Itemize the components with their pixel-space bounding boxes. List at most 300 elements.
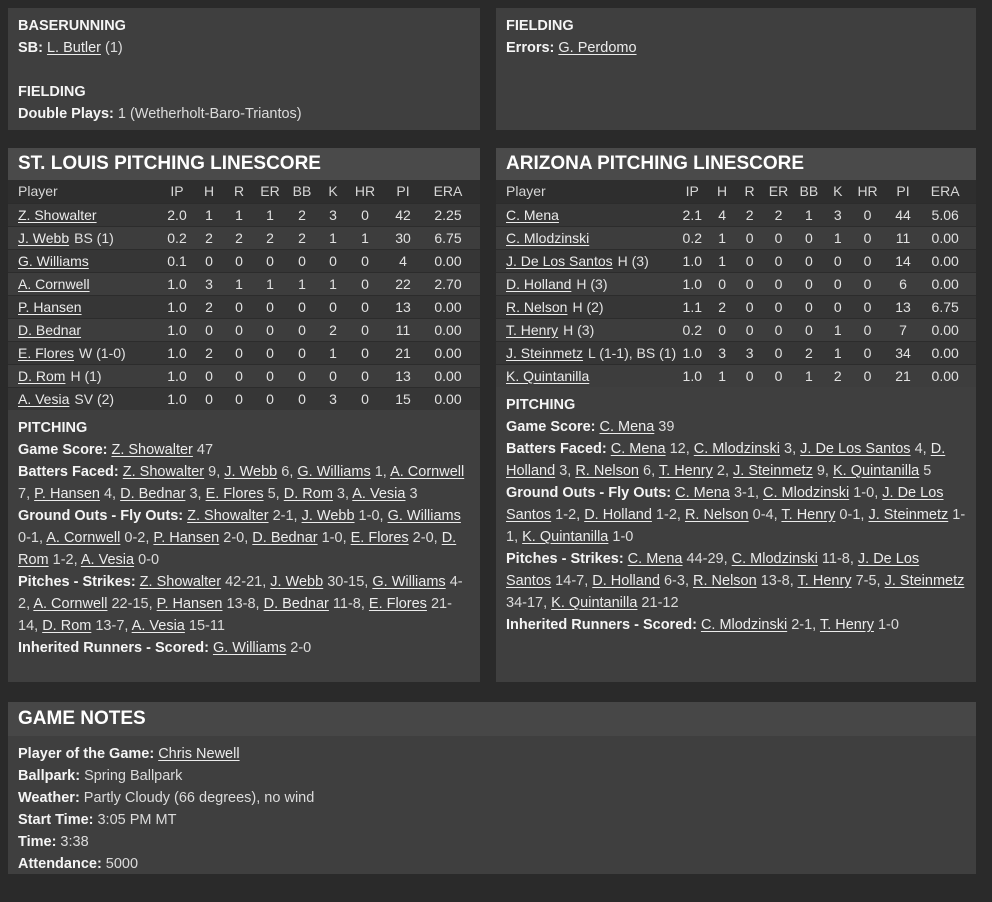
stat-segment — [584, 507, 685, 523]
ip-cell: 1.0 — [682, 275, 703, 292]
stat-segment — [42, 618, 131, 634]
stat-text: 3:38 — [60, 834, 89, 850]
player-link[interactable]: C. Mlodzinski — [693, 441, 780, 457]
ip-cell: 0.1 — [167, 252, 187, 269]
player-link[interactable]: D. Bednar — [252, 530, 318, 546]
player-link[interactable]: E. Flores — [350, 530, 409, 546]
stat-segment — [798, 573, 885, 589]
stat-text: 1, — [370, 464, 391, 480]
stat-label: Inherited Runners - Scored: — [18, 640, 209, 656]
player-link[interactable]: C. Mlodzinski — [763, 485, 850, 501]
stat-values — [60, 834, 88, 850]
column-header: R — [736, 180, 763, 203]
player-link[interactable]: T. Henry — [781, 507, 836, 523]
player-cell — [496, 341, 676, 364]
stat-values — [97, 812, 176, 828]
player-link[interactable]: E. Flores — [368, 596, 427, 612]
h-cell: 1 — [205, 206, 213, 223]
player-cell — [8, 295, 160, 318]
player-link[interactable]: J. Webb — [18, 229, 70, 246]
arizona-linescore-title: ARIZONA PITCHING LINESCORE — [496, 148, 976, 180]
era-cell: 0.00 — [931, 229, 959, 246]
pi-cell: 11 — [895, 229, 911, 246]
pi-cell: 21 — [895, 367, 911, 384]
era-cell: 0.00 — [931, 344, 959, 361]
r-cell: 2 — [235, 229, 243, 246]
stat-text: 30-15, — [323, 574, 373, 590]
pi-cell: 44 — [895, 206, 911, 223]
st-louis-pitching-stats — [8, 410, 480, 659]
player-link[interactable]: G. Williams — [297, 464, 371, 480]
r-cell: 1 — [235, 206, 243, 223]
player-link[interactable]: C. Mena — [675, 485, 730, 501]
ip-cell: 0.2 — [682, 229, 703, 246]
st-louis-pitching-table — [8, 180, 480, 410]
h-cell: 3 — [718, 344, 726, 361]
r-cell: 0 — [745, 229, 754, 246]
hr-cell: 0 — [361, 390, 369, 407]
hr-cell: 0 — [863, 252, 872, 269]
player-link[interactable]: J. Steinmetz — [884, 573, 965, 589]
stat-segment — [60, 834, 88, 850]
ip-cell: 1.0 — [167, 298, 187, 315]
h-cell: 2 — [205, 298, 213, 315]
ip-cell: 2.0 — [167, 206, 187, 223]
stat-text: 3, — [332, 486, 353, 502]
er-cell: 0 — [774, 252, 783, 269]
player-cell — [8, 341, 160, 364]
hr-cell: 0 — [361, 344, 369, 361]
player-cell — [8, 272, 160, 295]
pitcher-row — [496, 272, 976, 295]
ip-cell: 2.1 — [682, 206, 703, 223]
stat-segment — [153, 530, 252, 546]
player-link[interactable]: E. Flores — [205, 486, 264, 502]
player-link[interactable]: Chris Newell — [158, 746, 240, 762]
ip-cell: 1.0 — [682, 344, 703, 361]
bb-cell: 0 — [298, 321, 306, 338]
player-link[interactable]: G. Williams — [372, 574, 446, 590]
r-cell: 0 — [235, 367, 243, 384]
ip-cell: 1.0 — [682, 252, 703, 269]
hr-cell: 0 — [863, 275, 872, 292]
era-cell: 0.00 — [931, 321, 959, 338]
hr-cell: 0 — [863, 298, 872, 315]
player-link[interactable]: K. Quintanilla — [832, 463, 920, 479]
pitcher-row — [8, 226, 480, 249]
player-link[interactable]: P. Hansen — [18, 298, 82, 315]
era-cell: 0.00 — [434, 321, 462, 338]
bb-cell: 0 — [298, 344, 306, 361]
player-link[interactable]: K. Quintanilla — [522, 529, 609, 545]
player-link[interactable]: J. Webb — [301, 508, 355, 524]
stat-text: 7-5, — [851, 573, 885, 589]
era-cell: 0.00 — [434, 252, 462, 269]
stat-segment — [800, 441, 931, 457]
game-notes-panel — [8, 702, 976, 874]
stat-label: Double Plays: — [18, 106, 114, 122]
column-header: BB — [794, 180, 824, 203]
player-link[interactable]: J. De Los Santos — [800, 441, 911, 457]
bb-cell: 0 — [804, 252, 813, 269]
er-cell: 0 — [774, 367, 783, 384]
player-link[interactable]: T. Henry — [506, 321, 559, 338]
pi-cell: 13 — [395, 298, 411, 315]
player-link[interactable]: J. Webb — [270, 574, 324, 590]
stat-segment — [733, 463, 833, 479]
stat-segment — [781, 507, 868, 523]
k-cell: 1 — [329, 229, 337, 246]
column-header: ERA — [424, 180, 480, 203]
pitcher-row — [496, 203, 976, 226]
baserunning-fielding-panel — [8, 8, 480, 130]
player-link[interactable]: A. Cornwell — [46, 530, 121, 546]
player-link[interactable]: D. Bednar — [120, 486, 186, 502]
player-link[interactable]: J. Steinmetz — [506, 344, 584, 361]
stat-segment — [252, 530, 350, 546]
player-link[interactable]: C. Mena — [610, 441, 666, 457]
stat-label: Inherited Runners - Scored: — [506, 617, 697, 633]
stat-values — [84, 768, 182, 784]
player-link[interactable]: L. Butler — [46, 40, 101, 56]
er-cell: 0 — [266, 367, 274, 384]
spacer — [18, 59, 470, 81]
h-cell: 0 — [205, 390, 213, 407]
player-link[interactable]: J. Steinmetz — [868, 507, 949, 523]
hr-cell: 0 — [863, 367, 872, 384]
pi-cell: 14 — [895, 252, 911, 269]
stat-segment — [628, 551, 732, 567]
ground-outs-fly-outs-line — [506, 482, 966, 548]
arizona-pitching-panel — [496, 148, 976, 682]
stat-text: 9, — [204, 464, 225, 480]
player-link[interactable]: D. Rom — [18, 530, 457, 568]
player-cell — [8, 226, 160, 249]
hr-cell: 0 — [361, 275, 369, 292]
stat-text: 1-0 — [608, 529, 634, 545]
h-cell: 0 — [205, 367, 213, 384]
player-link[interactable]: C. Mena — [599, 419, 655, 435]
stat-text: 44-29, — [682, 551, 732, 567]
player-link[interactable]: T. Henry — [658, 463, 713, 479]
hr-cell: 0 — [361, 298, 369, 315]
stolen-bases-line — [18, 37, 470, 59]
er-cell: 0 — [266, 298, 274, 315]
column-header: ERA — [922, 180, 976, 203]
bb-cell: 1 — [804, 206, 813, 223]
stat-label: Ground Outs - Fly Outs: — [18, 508, 184, 524]
double-plays-line — [18, 103, 470, 125]
stat-segment — [833, 463, 931, 479]
stat-segment — [158, 746, 239, 762]
player-link[interactable]: J. De Los Santos — [506, 485, 944, 523]
h-cell: 2 — [718, 298, 726, 315]
player-link[interactable]: C. Mena — [627, 551, 683, 567]
errors-line — [506, 37, 966, 59]
column-header: Player — [496, 180, 676, 203]
player-link[interactable]: T. Henry — [797, 573, 852, 589]
stat-segment — [84, 768, 182, 784]
batters-faced-line — [506, 438, 966, 482]
player-link[interactable]: J. Steinmetz — [733, 463, 813, 479]
stat-text: 15-11 — [184, 618, 225, 634]
pitcher-row — [8, 341, 480, 364]
player-cell — [8, 249, 160, 272]
stat-text: 13-8, — [222, 596, 264, 612]
h-cell: 2 — [205, 344, 213, 361]
stat-text: 13-8, — [756, 573, 798, 589]
pitcher-row — [8, 387, 480, 410]
er-cell: 0 — [266, 344, 274, 361]
inherited-runners-line — [506, 614, 966, 636]
stat-text: 4-2, — [18, 574, 463, 612]
er-cell: 0 — [266, 321, 274, 338]
pitches-strikes-line — [506, 548, 966, 614]
stat-text: 2-0, — [219, 530, 253, 546]
column-header: ER — [763, 180, 793, 203]
player-link[interactable]: C. Mena — [506, 206, 559, 223]
player-link[interactable]: A. Cornwell — [33, 596, 108, 612]
player-link[interactable]: D. Holland — [506, 441, 946, 479]
stat-text: 3, — [779, 441, 801, 457]
player-cell — [8, 318, 160, 341]
ip-cell: 1.0 — [167, 321, 187, 338]
player-link[interactable]: J. De Los Santos — [506, 252, 613, 269]
player-link[interactable]: Z. Showalter — [111, 442, 193, 458]
bb-cell: 0 — [298, 252, 306, 269]
column-header: H — [194, 180, 224, 203]
k-cell: 1 — [833, 344, 842, 361]
pitcher-note: H (1) — [70, 367, 102, 384]
era-cell: 0.00 — [434, 298, 462, 315]
bb-cell: 0 — [298, 367, 306, 384]
stat-text: (1) — [100, 40, 123, 56]
player-link[interactable]: R. Nelson — [506, 298, 568, 315]
player-link[interactable]: D. Bednar — [18, 321, 82, 338]
bb-cell: 0 — [298, 298, 306, 315]
stat-segment — [351, 530, 442, 546]
stat-segment — [575, 463, 659, 479]
pitcher-note: H (3) — [576, 275, 608, 292]
stat-text: 2-1, — [268, 508, 302, 524]
player-link[interactable]: K. Quintanilla — [551, 595, 638, 611]
player-link[interactable]: A. Vesia — [352, 486, 406, 502]
stat-text: 1-1, — [506, 507, 966, 545]
player-of-the-game-line — [18, 743, 966, 765]
player-cell — [496, 364, 676, 387]
stat-segment — [111, 442, 213, 458]
ip-cell: 1.1 — [682, 298, 703, 315]
er-cell: 0 — [266, 252, 274, 269]
stat-segment — [106, 856, 138, 872]
arizona-pitching-stats — [496, 387, 976, 636]
ip-cell: 1.0 — [167, 344, 187, 361]
bb-cell: 2 — [298, 229, 306, 246]
ip-cell: 1.0 — [167, 275, 187, 292]
player-cell — [8, 203, 160, 226]
player-link[interactable]: R. Nelson — [693, 573, 757, 589]
stat-segment — [302, 508, 388, 524]
stat-values — [158, 746, 239, 762]
player-link[interactable]: R. Nelson — [684, 507, 749, 523]
player-link[interactable]: J. De Los Santos — [506, 551, 920, 589]
stat-segment — [81, 552, 159, 568]
column-header: H — [708, 180, 735, 203]
r-cell: 0 — [745, 367, 754, 384]
player-link[interactable]: Z. Showalter — [187, 508, 269, 524]
player-link[interactable]: G. Perdomo — [558, 40, 637, 56]
stat-label: Batters Faced: — [18, 464, 119, 480]
stat-values — [118, 106, 302, 122]
player-link[interactable]: P. Hansen — [153, 530, 220, 546]
era-cell: 0.00 — [931, 367, 959, 384]
player-link[interactable]: K. Quintanilla — [506, 367, 590, 384]
player-link[interactable]: A. Vesia — [80, 552, 135, 568]
player-link[interactable]: A. Vesia — [131, 618, 185, 634]
stat-segment — [611, 441, 694, 457]
ip-cell: 1.0 — [167, 390, 187, 407]
stat-text: 21-12 — [637, 595, 679, 611]
k-cell: 0 — [329, 298, 337, 315]
player-link[interactable]: C. Mlodzinski — [700, 617, 788, 633]
player-link[interactable]: J. Webb — [224, 464, 278, 480]
player-link[interactable]: E. Flores — [18, 344, 75, 361]
stat-label: Pitches - Strikes: — [506, 551, 624, 567]
player-link[interactable]: P. Hansen — [156, 596, 223, 612]
player-link[interactable]: P. Hansen — [34, 486, 100, 502]
player-link[interactable]: A. Vesia — [18, 390, 70, 407]
stat-label: Ground Outs - Fly Outs: — [506, 485, 672, 501]
stat-text: 1 (Wetherholt-Baro-Triantos) — [117, 106, 302, 122]
pi-cell: 13 — [395, 367, 411, 384]
era-cell: 0.00 — [434, 344, 462, 361]
player-link[interactable]: D. Holland — [506, 275, 572, 292]
k-cell: 3 — [329, 206, 337, 223]
stat-segment — [187, 508, 301, 524]
stat-values — [106, 856, 138, 872]
player-cell — [8, 387, 160, 410]
k-cell: 3 — [833, 206, 842, 223]
stat-segment — [675, 485, 763, 501]
stat-segment — [522, 529, 633, 545]
column-header: PI — [884, 180, 923, 203]
h-cell: 0 — [205, 252, 213, 269]
player-link[interactable]: D. Rom — [42, 618, 92, 634]
player-link[interactable]: Z. Showalter — [139, 574, 222, 590]
ip-cell: 0.2 — [682, 321, 703, 338]
player-link[interactable]: A. Cornwell — [18, 275, 90, 292]
hr-cell: 0 — [863, 206, 872, 223]
stat-values — [84, 790, 315, 806]
player-link[interactable]: D. Holland — [592, 573, 660, 589]
bb-cell: 0 — [804, 275, 813, 292]
k-cell: 2 — [833, 367, 842, 384]
pitcher-note: H (3) — [563, 321, 595, 338]
stat-text: 13-7, — [91, 618, 132, 634]
stat-segment — [46, 530, 153, 546]
h-cell: 0 — [718, 321, 726, 338]
player-link[interactable]: C. Mlodzinski — [731, 551, 818, 567]
stat-text: 7, — [18, 486, 35, 502]
linescore-row — [8, 148, 984, 682]
column-header: BB — [286, 180, 318, 203]
player-link[interactable]: T. Henry — [819, 617, 874, 633]
era-cell: 2.70 — [434, 275, 462, 292]
player-link[interactable]: G. Williams — [18, 252, 89, 269]
player-link[interactable]: G. Williams — [212, 640, 287, 656]
stat-text: 0-1, — [835, 507, 869, 523]
stat-text: 42-21, — [221, 574, 271, 590]
column-header: IP — [160, 180, 194, 203]
player-link[interactable]: C. Mlodzinski — [506, 229, 590, 246]
pitching-heading: PITCHING — [18, 420, 88, 436]
pi-cell: 4 — [399, 252, 407, 269]
pitcher-row — [496, 295, 976, 318]
stat-segment — [820, 617, 899, 633]
k-cell: 0 — [329, 252, 337, 269]
column-header: PI — [382, 180, 424, 203]
bb-cell: 1 — [804, 367, 813, 384]
player-link[interactable]: Z. Showalter — [122, 464, 205, 480]
fielding-errors-panel — [496, 8, 976, 130]
r-cell: 0 — [235, 344, 243, 361]
stat-segment — [206, 486, 284, 502]
stat-text: 1-0, — [317, 530, 351, 546]
stat-label: Player of the Game: — [18, 746, 155, 762]
player-link[interactable]: D. Bednar — [263, 596, 329, 612]
stat-segment — [592, 573, 693, 589]
er-cell: 2 — [266, 229, 274, 246]
fielding-heading: FIELDING — [506, 18, 574, 34]
fielding-heading: FIELDING — [18, 84, 86, 100]
pitcher-row — [496, 226, 976, 249]
bb-cell: 0 — [804, 298, 813, 315]
k-cell: 0 — [833, 298, 842, 315]
stat-text: 0-2, — [120, 530, 154, 546]
k-cell: 1 — [833, 321, 842, 338]
stat-segment — [33, 596, 156, 612]
player-link[interactable]: D. Rom — [283, 486, 333, 502]
r-cell: 0 — [235, 252, 243, 269]
ground-outs-fly-outs-line — [18, 505, 470, 571]
player-cell — [496, 226, 676, 249]
pi-cell: 22 — [395, 275, 411, 292]
pi-cell: 6 — [899, 275, 907, 292]
pi-cell: 15 — [395, 390, 411, 407]
player-link[interactable]: D. Rom — [18, 367, 66, 384]
er-cell: 0 — [774, 229, 783, 246]
player-link[interactable]: D. Holland — [584, 507, 652, 523]
stat-text: 4, — [99, 486, 121, 502]
player-link[interactable]: G. Williams — [387, 508, 461, 524]
h-cell: 4 — [718, 206, 726, 223]
pitcher-note: W (1-0) — [79, 344, 126, 361]
stat-text: 3-1, — [729, 485, 763, 501]
era-cell: 6.75 — [434, 229, 462, 246]
era-cell: 0.00 — [434, 367, 462, 384]
player-link[interactable]: A. Cornwell — [390, 464, 465, 480]
column-header: Player — [8, 180, 160, 203]
stat-label: Pitches - Strikes: — [18, 574, 136, 590]
stat-segment — [120, 486, 205, 502]
stat-text: Partly Cloudy (66 degrees), no wind — [83, 790, 315, 806]
pi-cell: 42 — [395, 206, 411, 223]
bb-cell: 0 — [804, 321, 813, 338]
stat-segment — [118, 106, 302, 122]
stat-text: 1-2, — [551, 507, 585, 523]
player-link[interactable]: Z. Showalter — [18, 206, 97, 223]
player-link[interactable]: R. Nelson — [575, 463, 639, 479]
